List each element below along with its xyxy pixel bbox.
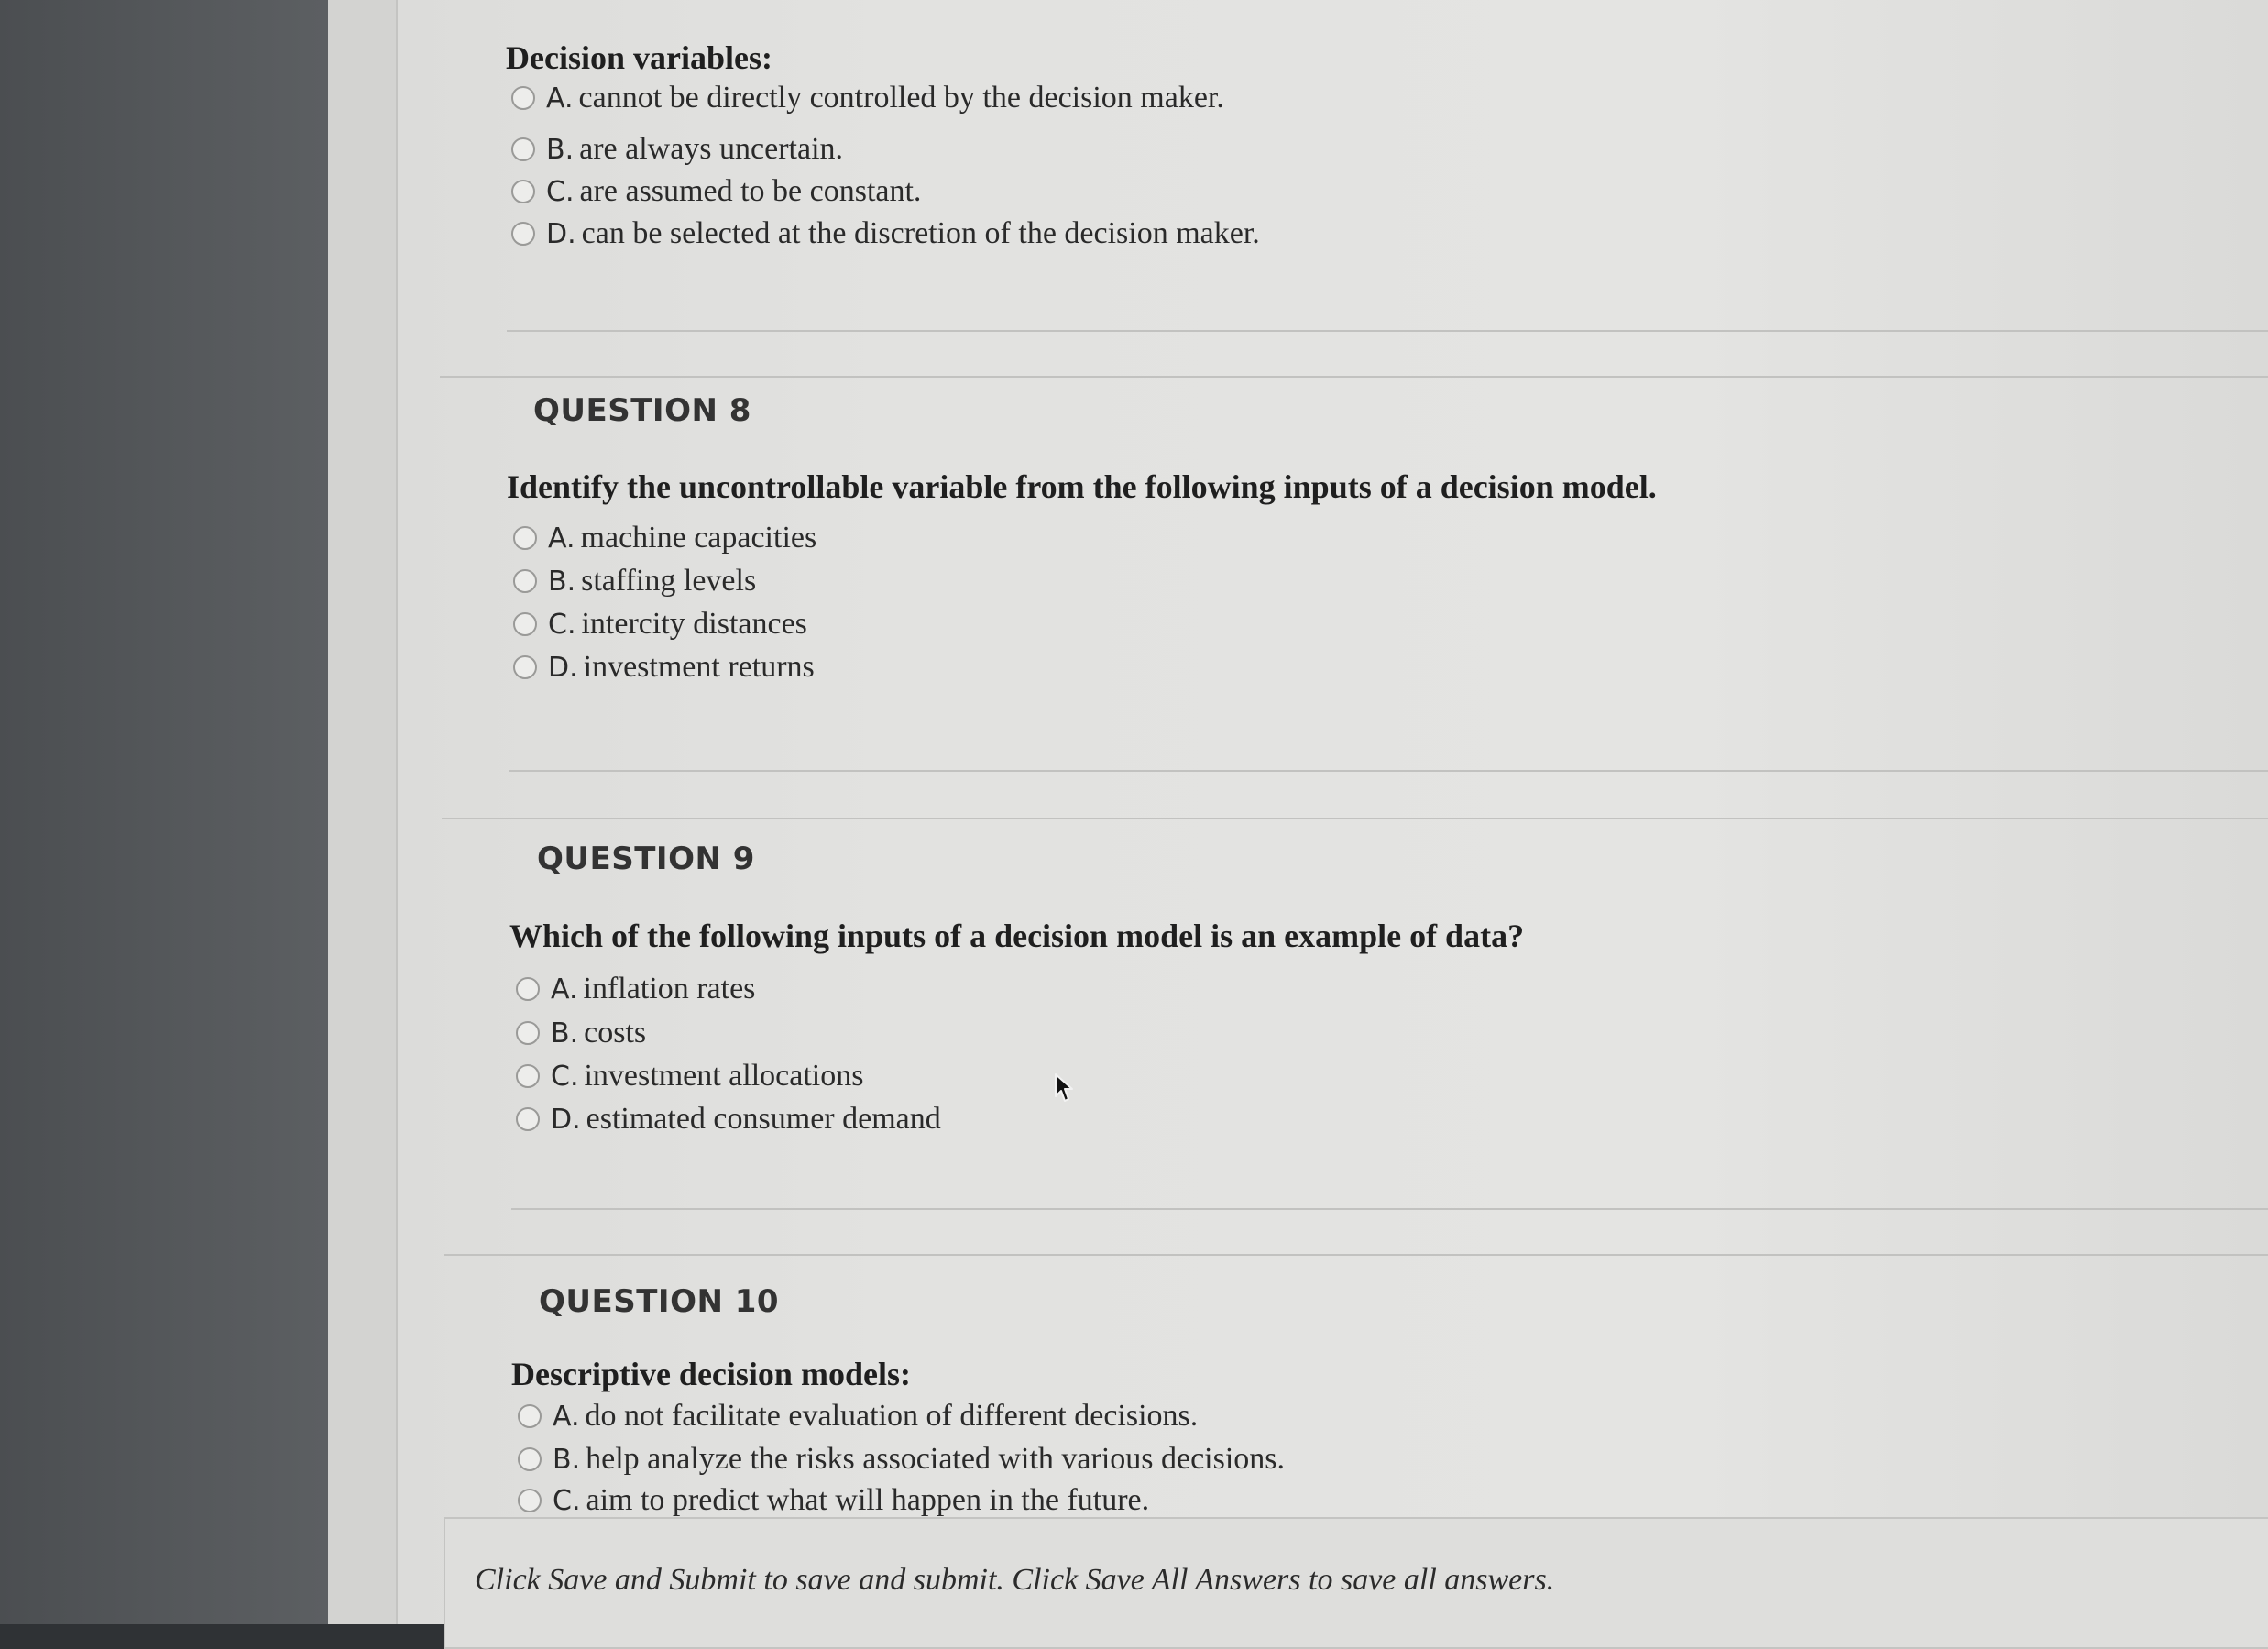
- question-7-option-b[interactable]: B. are always uncertain.: [511, 132, 843, 167]
- radio-button[interactable]: [511, 180, 535, 203]
- divider: [511, 1208, 2268, 1210]
- question-9-option-a[interactable]: A. inflation rates: [516, 972, 755, 1006]
- question-8-option-b[interactable]: B. staffing levels: [513, 564, 756, 599]
- screen-bezel: [0, 0, 328, 1624]
- radio-button[interactable]: [518, 1447, 542, 1471]
- divider: [507, 330, 2268, 332]
- submit-instructions: Click Save and Submit to save and submit. Click Save All Answers to save all answers.: [475, 1563, 1555, 1597]
- question-10-option-b[interactable]: B. help analyze the risks associated with various decisions.: [518, 1442, 1285, 1477]
- radio-button[interactable]: [513, 569, 537, 593]
- radio-button[interactable]: [516, 1107, 540, 1131]
- radio-button[interactable]: [511, 86, 535, 110]
- radio-button[interactable]: [513, 612, 537, 636]
- question-10-option-a[interactable]: A. do not facilitate evaluation of different decisions.: [518, 1399, 1198, 1434]
- question-10-header: QUESTION 10: [539, 1283, 780, 1320]
- mouse-cursor-icon: [1054, 1072, 1076, 1104]
- radio-button[interactable]: [518, 1489, 542, 1512]
- radio-button[interactable]: [511, 137, 535, 161]
- question-9-header: QUESTION 9: [537, 841, 755, 877]
- question-7-option-a[interactable]: A. cannot be directly controlled by the decision maker.: [511, 81, 1224, 115]
- question-8-option-c[interactable]: C. intercity distances: [513, 607, 807, 642]
- question-7-text: Decision variables:: [506, 39, 772, 76]
- question-separator: [442, 818, 2268, 819]
- question-10-option-c[interactable]: C. aim to predict what will happen in the future.: [518, 1483, 1149, 1518]
- radio-button[interactable]: [516, 1064, 540, 1088]
- quiz-page: [328, 0, 2268, 1624]
- question-8-option-a[interactable]: A. machine capacities: [513, 521, 816, 555]
- question-9-option-d[interactable]: D. estimated consumer demand: [516, 1102, 941, 1137]
- question-8-header: QUESTION 8: [533, 392, 751, 429]
- question-10-text: Descriptive decision models:: [511, 1356, 911, 1392]
- question-9-option-b[interactable]: B. costs: [516, 1016, 646, 1050]
- question-separator: [440, 376, 2268, 378]
- radio-button[interactable]: [518, 1404, 542, 1428]
- question-9-text: Which of the following inputs of a decision model is an example of data?: [509, 918, 1525, 954]
- page-gutter: [328, 0, 398, 1624]
- radio-button[interactable]: [513, 526, 537, 550]
- question-separator: [444, 1254, 2268, 1256]
- divider: [509, 770, 2268, 772]
- radio-button[interactable]: [516, 977, 540, 1001]
- radio-button[interactable]: [516, 1021, 540, 1045]
- question-8-text: Identify the uncontrollable variable from the following inputs of a decision model.: [507, 468, 1657, 505]
- question-7-option-d[interactable]: D. can be selected at the discretion of the decision maker.: [511, 216, 1260, 251]
- question-7-option-c[interactable]: C. are assumed to be constant.: [511, 174, 921, 209]
- radio-button[interactable]: [511, 222, 535, 246]
- radio-button[interactable]: [513, 655, 537, 679]
- question-8-option-d[interactable]: D. investment returns: [513, 650, 815, 685]
- question-9-option-c[interactable]: C. investment allocations: [516, 1059, 863, 1094]
